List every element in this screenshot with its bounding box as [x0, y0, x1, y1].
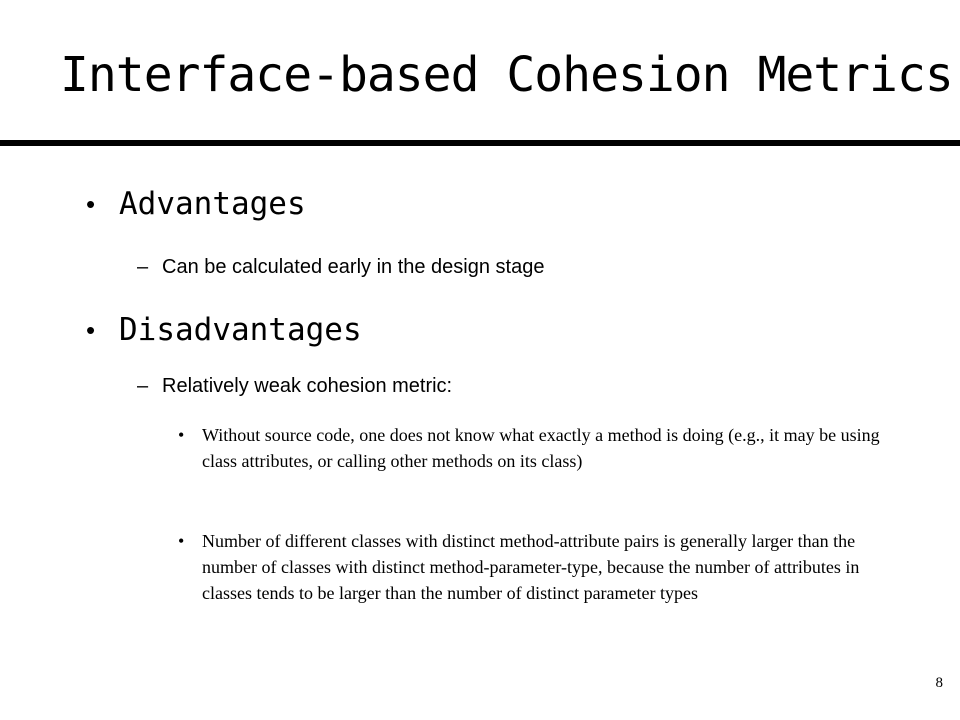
detail-text: Without source code, one does not know what exactly a method is doing (e.g., it may be using class attributes, or calling other methods on its class) [202, 425, 880, 471]
bullet-advantages [86, 184, 306, 224]
dash-bullet-icon: – [137, 375, 149, 397]
bullet-dot-icon: • [86, 315, 96, 345]
disadvantages-point-text: Relatively weak cohesion metric: [162, 375, 453, 397]
disadvantages-point [137, 372, 453, 400]
title-divider [0, 140, 960, 146]
disadvantages-detail [178, 528, 892, 606]
advantages-item [137, 253, 545, 281]
bullet-disadvantages [86, 310, 362, 350]
disadvantages-heading: Disadvantages [119, 312, 362, 348]
slide-title: Interface-based Cohesion Metrics [60, 47, 953, 103]
disadvantages-detail [178, 422, 892, 474]
advantages-heading: Advantages [119, 186, 306, 222]
bullet-dot-icon: • [86, 189, 96, 219]
small-bullet-icon: • [178, 531, 185, 551]
small-bullet-icon: • [178, 425, 185, 445]
advantages-item-text: Can be calculated early in the design stage [162, 256, 545, 278]
page-number: 8 [935, 675, 943, 691]
detail-text: Number of different classes with distinct method-attribute pairs is generally larger than the number of classes with distinct method-parameter-type, because the number of attributes in classes tends to be larger than the number of distinct parameter types [202, 531, 860, 603]
dash-bullet-icon: – [137, 256, 149, 278]
